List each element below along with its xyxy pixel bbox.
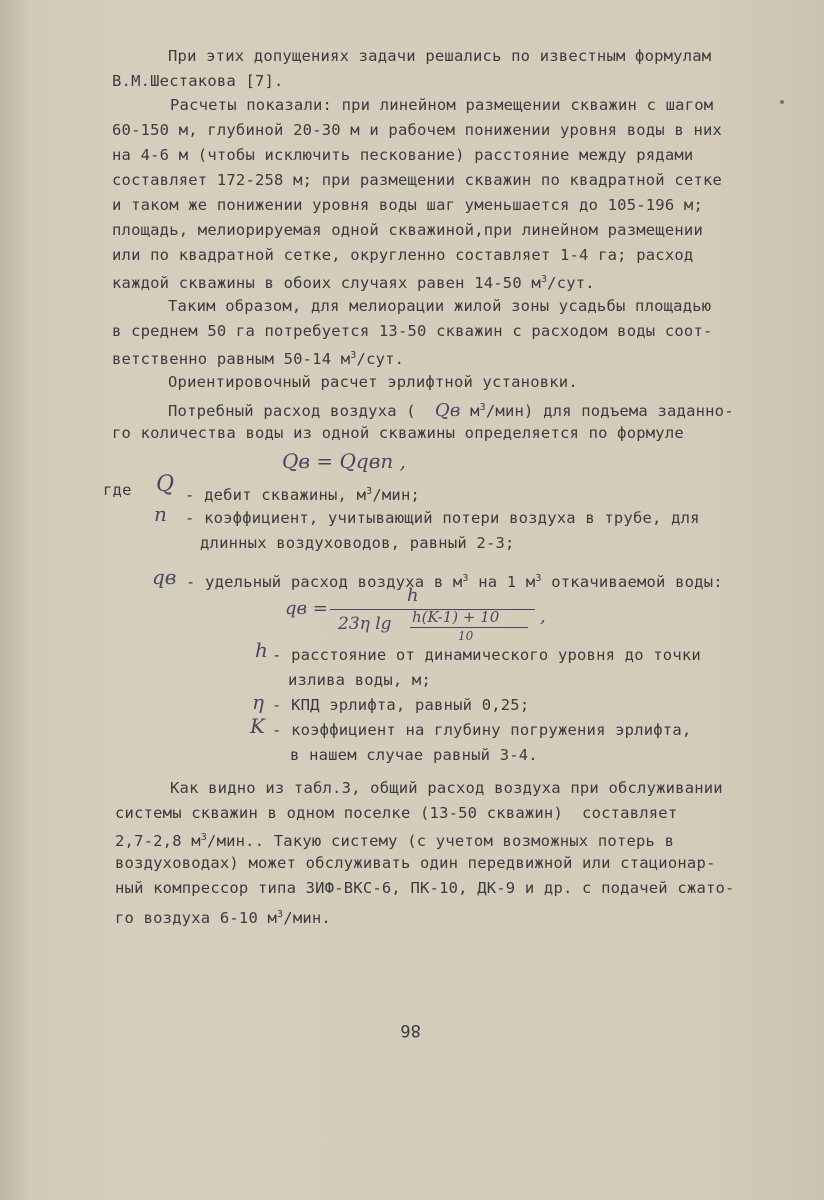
superscript: 3 — [277, 909, 284, 920]
text-line: на 4-6 м (чтобы исключить пескование) расстояние между рядами — [112, 146, 694, 164]
text-line: составляет 172-258 м; при размещении скважин по квадратной сетке — [112, 171, 723, 189]
text-line — [168, 398, 734, 421]
formula-tail: , — [540, 606, 546, 627]
superscript: 3 — [350, 350, 357, 361]
text-fragment: ветственно равным 50-14 м — [112, 350, 351, 368]
symbol-h: h — [255, 638, 268, 662]
symbol-qb: Qв — [434, 400, 461, 421]
text-fragment: каждой скважины в обоих случаях равен 14-50 м — [112, 274, 541, 292]
unit-text: /мин. — [283, 909, 331, 927]
text-fragment: Потребный расход воздуха ( — [168, 402, 416, 420]
text-line: - расстояние от динамического уровня до точки — [272, 646, 701, 664]
symbol-q: Q — [156, 472, 175, 497]
text-line: Таким образом, для мелиорации жилой зоны усадьбы площадью — [168, 297, 712, 315]
text-line: в нашем случае равный 3-4. — [290, 746, 538, 764]
text-line: воздуховодах) может обслуживать один передвижной или стационар- — [115, 854, 716, 872]
superscript: 3 — [540, 274, 548, 285]
text-fragment: откачиваемой воды: — [551, 573, 723, 591]
text-line: площадь, мелиорируемая одной скважиной,при линейном размещении — [112, 221, 703, 239]
unit-text: /мин) — [485, 402, 534, 420]
symbol-qb: qв — [152, 565, 177, 589]
text-line: - КПД эрлифта, равный 0,25; — [272, 696, 530, 714]
text-line: В.М.Шестакова [7]. — [112, 72, 284, 90]
symbol-eta: η — [252, 690, 264, 714]
formula-inner-numerator: h(K-1) + 10 — [412, 608, 500, 626]
fraction-bar-inner — [410, 627, 528, 628]
text-line: - коэффициент, учитывающий потери воздуха в трубе, для — [185, 509, 700, 527]
unit-text: /мин. — [207, 832, 255, 850]
text-line: Ориентировочный расчет эрлифтной установки. — [168, 373, 578, 391]
unit-text: /сут. — [547, 274, 595, 292]
text-line — [115, 905, 331, 928]
text-line: или по квадратной сетке, округленно составляет 1-4 га; расход — [112, 246, 694, 264]
symbol-n: n — [154, 502, 167, 526]
text-line: длинных воздуховодов, равный 2-3; — [200, 534, 515, 552]
symbol-k: K — [250, 714, 265, 738]
text-line — [112, 346, 404, 369]
text-fragment: 2,7-2,8 м — [115, 832, 201, 850]
text-line: излива воды, м; — [288, 671, 431, 689]
unit-text: м — [470, 402, 480, 420]
text-line: в среднем 50 га потребуется 13-50 скважин с расходом воды соот- — [112, 322, 713, 340]
superscript: 3 — [462, 573, 469, 584]
formula-air-flow: Qв = Qqвn , — [282, 449, 406, 473]
page-number: 86 — [400, 1020, 421, 1040]
text-fragment: го воздуха 6-10 м — [115, 909, 278, 927]
text-line: При этих допущениях задачи решались по известным формулам — [168, 47, 712, 65]
text-line: Как видно из табл.3, общий расход воздуха при обслуживании — [170, 779, 723, 797]
unit-text: /сут. — [356, 350, 405, 368]
superscript: 3 — [200, 832, 208, 843]
superscript: 3 — [479, 402, 486, 413]
text-line: и таком же понижении уровня воды шаг уменьшается до 105-196 м; — [112, 196, 703, 214]
superscript: 3 — [535, 573, 542, 584]
scan-mark — [780, 100, 784, 104]
formula-denominator: 23η lg — [338, 614, 392, 634]
text-line — [115, 828, 674, 851]
text-fragment: для подъема заданно- — [543, 402, 734, 420]
text-fragment: - дебит скважины, м — [185, 486, 367, 504]
text-line: - коэффициент на глубину погружения эрлифта, — [272, 721, 692, 739]
text-line: ный компрессор типа ЗИФ-ВКС-6, ПК-10, ДК-9 и др. с подачей сжато- — [115, 879, 735, 897]
text-fragment: - удельный расход воздуха в м — [186, 573, 463, 591]
formula-inner-denominator: 10 — [458, 629, 474, 643]
text-line: го количества воды из одной скважины определяется по формуле — [112, 424, 684, 442]
text-line: системы скважин в одном поселке (13-50 скважин) составляет — [115, 804, 678, 822]
formula-numerator: h — [407, 585, 419, 606]
text-line — [186, 569, 723, 592]
text-fragment: . Такую систему (с учетом возможных потерь в — [254, 832, 675, 850]
superscript: 3 — [366, 486, 373, 497]
formula-lhs: qв = — [285, 598, 328, 619]
text-fragment: на 1 м — [478, 573, 536, 591]
text-line: 60-150 м, глубиной 20-30 м и рабочем понижении уровня воды в них — [112, 121, 723, 139]
where-label: где — [103, 481, 132, 499]
text-line: Расчеты показали: при линейном размещении скважин с шагом — [170, 96, 714, 114]
text-line — [112, 270, 595, 293]
text-line — [185, 482, 420, 505]
unit-text: /мин; — [372, 486, 421, 504]
